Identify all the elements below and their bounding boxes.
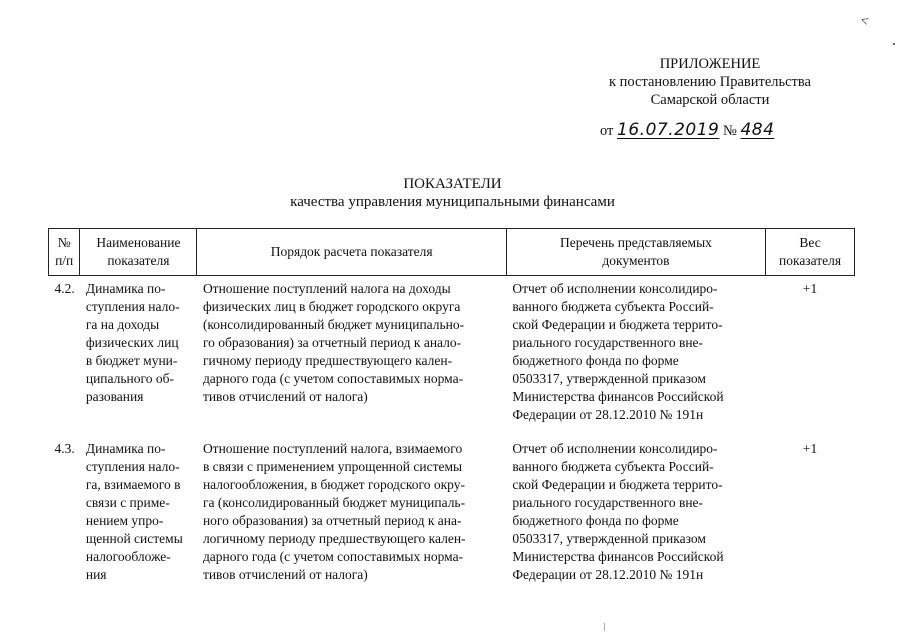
handwritten-number: 484 [740, 120, 775, 140]
handwritten-date: 16.07.2019 [617, 120, 720, 140]
header-docs: Перечень представляемых документов [506, 229, 765, 276]
appendix-line-2: к постановлению Правительства [609, 74, 811, 90]
row-name: Динамика по- ступления нало- га, взимаемого в связи с приме- нением упро- щенной системы налогообложе- ния [85, 441, 183, 582]
scan-artifact [604, 623, 605, 631]
from-label: от [600, 123, 614, 139]
row-weight: +1 [802, 281, 818, 296]
document-title [0, 175, 905, 211]
row-num: 4.2. [54, 281, 75, 296]
table-header-row [49, 229, 855, 276]
row-weight: +1 [802, 441, 818, 456]
appendix-line-3: Самарской области [650, 92, 770, 108]
header-method: Порядок расчета показателя [197, 229, 506, 276]
indicators-table [48, 228, 855, 596]
row-method: Отношение поступлений налога, взимаемого в связи с применением упрощенной системы налогообложения, в бюджет городского окру- га (консолидированный бюджет муниципаль- ного образования) за отчетный период к ана- логичному периоду предшествующего кален- дарного года (с учетом сопоставимых норма- тивов отчислений от налога) [202, 441, 466, 582]
row-docs: Отчет об исполнении консолидиро- ванного бюджета субъекта Россий- ской Федерации и бюджета террито- риального государственного вне- бюджетного фонда по форме 0503317, утвержденной приказом Министерства финансов Российской Федерации от 28.12.2010 № 191н [512, 281, 724, 422]
appendix-header [560, 55, 860, 109]
table-row [49, 276, 855, 437]
row-docs: Отчет об исполнении консолидиро- ванного бюджета субъекта Россий- ской Федерации и бюджета террито- риального государственного вне- бюджетного фонда по форме 0503317, утвержденной приказом Министерства финансов Российской Федерации от 28.12.2010 № 191н [512, 441, 724, 582]
number-label: № [723, 123, 737, 139]
row-method: Отношение поступлений налога на доходы физических лиц в бюджет городского округа (консолидированный бюджет муниципально- го образования) за отчетный период к анало- гичному периоду предшествующего кален- дарного года (с учетом сопоставимых норма- тивов отчислений от налога) [202, 281, 465, 404]
row-num: 4.3. [54, 441, 75, 456]
title-main: ПОКАЗАТЕЛИ [403, 176, 502, 192]
header-num: № п/п [49, 229, 80, 276]
corner-check-mark: ˂ [857, 13, 871, 30]
row-name: Динамика по- ступления нало- га на доходы физических лиц в бюджет муни- ципального об- разования [85, 281, 180, 404]
header-name: Наименование показателя [80, 229, 197, 276]
title-sub: качества управления муниципальными финансами [290, 194, 615, 210]
corner-dot [893, 43, 895, 45]
appendix-title: ПРИЛОЖЕНИЕ [659, 56, 761, 72]
header-weight: Вес показателя [766, 229, 855, 276]
resolution-date-number [600, 120, 774, 140]
table-row [49, 436, 855, 596]
